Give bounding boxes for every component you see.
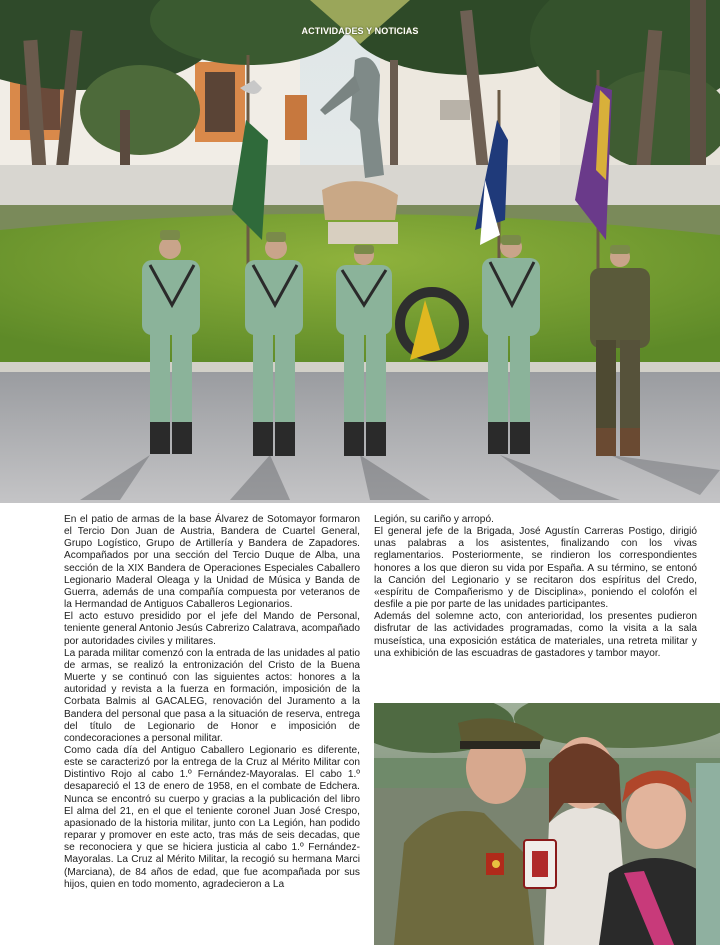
article-paragraph: Como cada día del Antiguo Caballero Legionario es diferente, este se caracterizó por la entrega de la Cruz al Mérito Militar con Distintivo Rojo al cabo 1.º Fernández-Mayoralas. El cabo 1.º desapareció el 13 de enero de 1958, en el combate de Edchera. Nunca se encontró su cuerpo y gracias a la publicación del libro El alma del 21, en el que el teniente coronel Juan José Crespo, apasionado de la historia militar, junto con La Legión, han podido reparar y promover en este acto, tras más de seis decadas, que se reconociera y que se hiciera justicia al cabo 1.º Fernández-Mayoralas. La Cruz al Mérito Militar, la recogió su hermana Marci (Marciana), de 84 años de edad, que fue acompañada por sus hijos, quien en todo momento, agradecieron a La xyxy=(64,744,360,890)
article-paragraph: En el patio de armas de la base Álvarez de Sotomayor formaron el Tercio Don Juan de Austria, Bandera de Cuartel General, Grupo Logístico, Grupo de Artillería y Bandera de Zapadores. Acompañados por una sección del Tercio Duque de Alba, una sección de la XIX Bandera de Operaciones Especiales Caballero Legionario Maderal Oleaga y la Unidad de Música y Banda de Guerra, además de una compañía compuesta por veteranos de la Hermandad de Antiguos Caballeros Legionarios. xyxy=(64,514,360,611)
article-left-column xyxy=(64,514,360,891)
medal-presentation-photo xyxy=(374,703,720,945)
section-label: ACTIVIDADES Y NOTICIAS xyxy=(301,26,419,36)
article-paragraph: Legión, su cariño y arropó. xyxy=(374,514,494,525)
article-paragraph: El acto estuvo presidido por el jefe del Mando de Personal, teniente general Antonio Jesús Cabrerizo Calatrava, acompañado por autoridades civiles y militares. xyxy=(64,611,360,647)
article-paragraph: La parada militar comenzó con la entrada de las unidades al patio de armas, se realizó la entronización del Cristo de la Buena Muerte y se continuó con las siguientes actos: honores a la autoridad y revista a la fuerza en formación, imposición de la Corbata Balmis al GACALEG, renovación del Juramento a la Bandera del personal que pasa a la situación de reserva, entrega del título de Legionario de Honor e imposición de condecoraciones a personal militar. xyxy=(64,647,360,744)
article-right-column xyxy=(374,514,697,660)
article-paragraph: Además del solemne acto, con anterioridad, los presentes pudieron disfrutar de las actividades programadas, como la visita a la sala museística, una exposición estática de materiales, una retreta militar y una exhibición de las escuadras de gastadores y tambor mayor. xyxy=(374,611,697,659)
article-paragraph: El general jefe de la Brigada, José Agustín Carreras Postigo, dirigió unas palabras a los asistentes, finalizando con los vivas reglamentarios. Posteriormente, se rindieron los correspondientes honores a los que dieron su vida por España. A su término, se entonó la Canción del Legionario y se recitaron dos espíritus del Credo, «espíritu de Compañerismo y de Disciplina», poniendo el colofón el desfile a pie por parte de las unidades participantes. xyxy=(374,526,697,611)
